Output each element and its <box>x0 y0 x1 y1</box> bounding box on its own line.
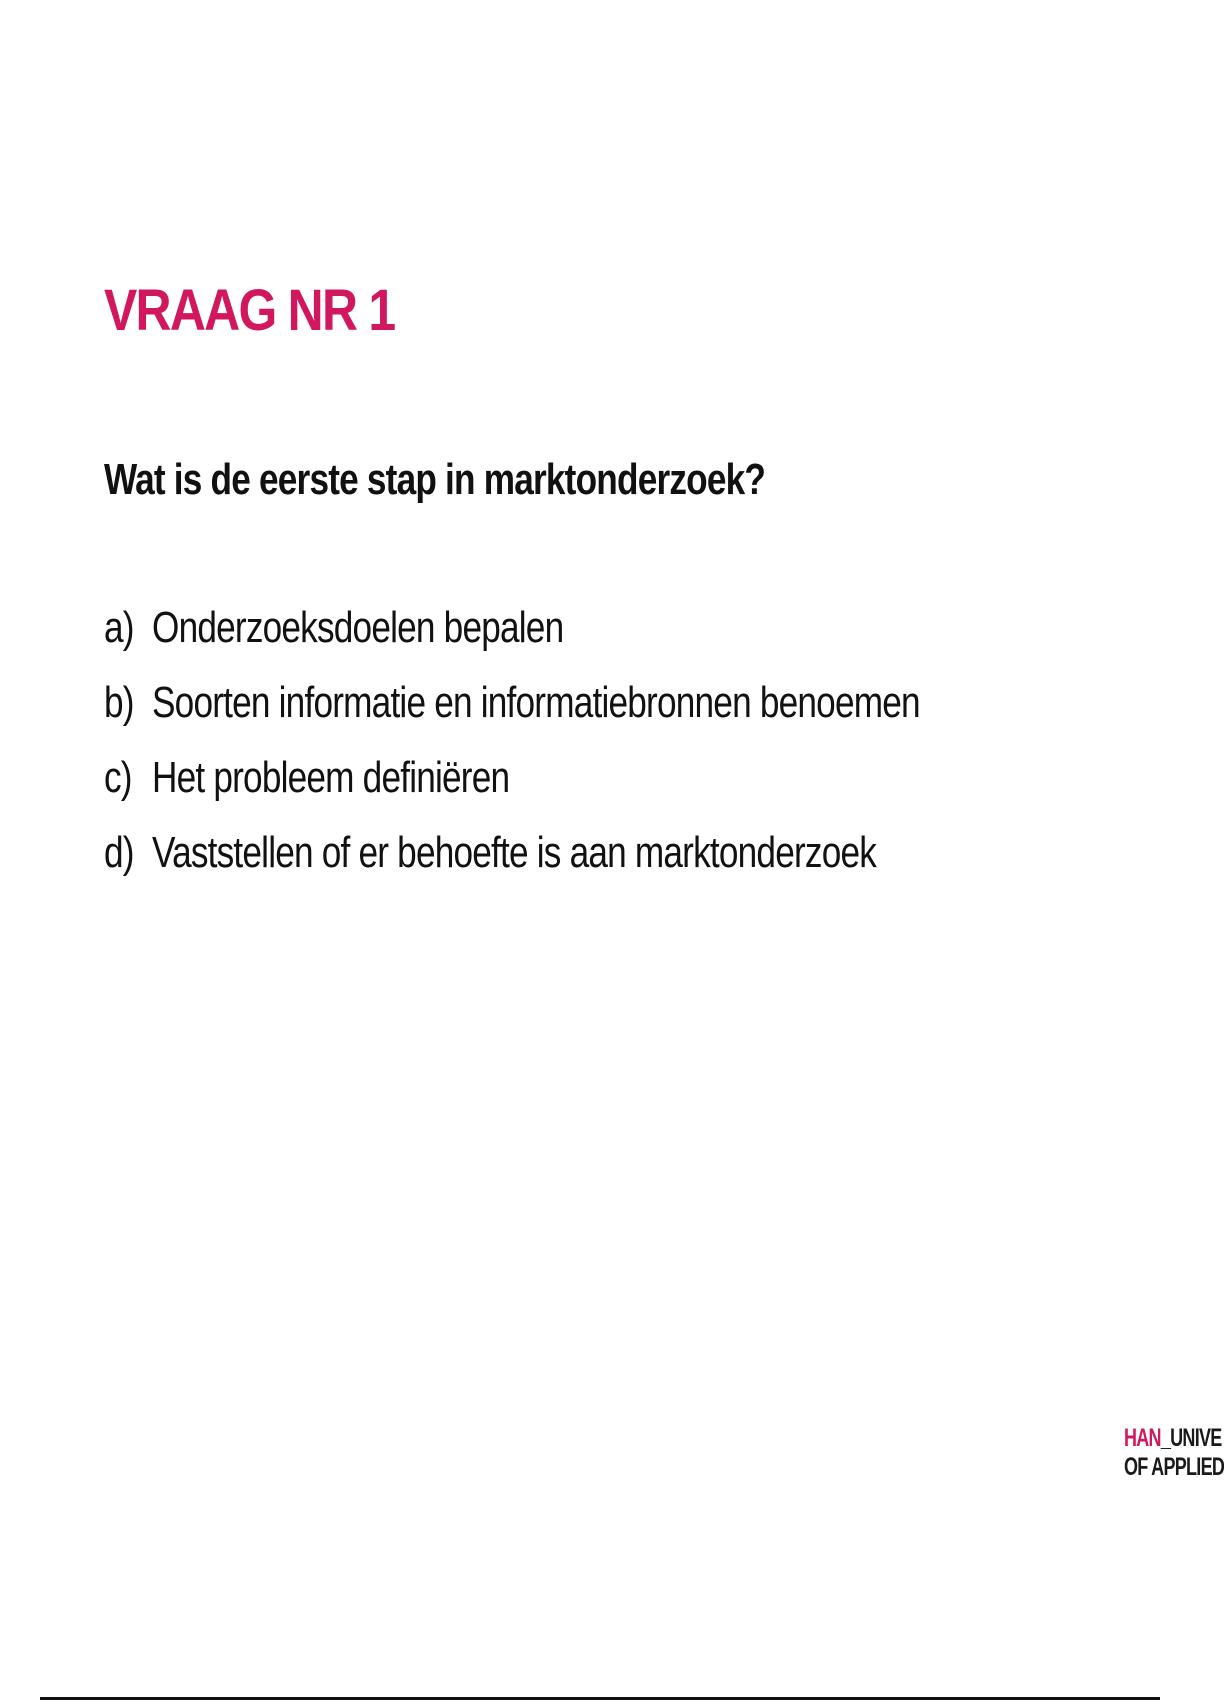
option-letter: d) <box>104 828 134 877</box>
answer-option-b <box>104 678 920 756</box>
answer-option-d <box>104 828 920 906</box>
answer-option-c <box>104 753 920 831</box>
option-text: Onderzoeksdoelen bepalen <box>152 603 564 652</box>
logo-line-2: OF APPLIED <box>1124 1452 1224 1481</box>
slide-title: VRAAG NR 1 <box>104 278 395 343</box>
option-letter: c) <box>104 753 132 802</box>
logo-brand: HAN <box>1124 1424 1161 1452</box>
option-letter: b) <box>104 678 134 727</box>
logo-university-text: UNIVE <box>1170 1424 1222 1452</box>
option-text: Vaststellen of er behoefte is aan marktonderzoek <box>152 828 877 877</box>
option-letter: a) <box>104 603 134 652</box>
logo-line-1 <box>1124 1424 1222 1453</box>
option-text: Het probleem definiëren <box>152 753 510 802</box>
answer-options-list <box>104 603 920 906</box>
option-text: Soorten informatie en informatiebronnen benoemen <box>152 678 920 727</box>
answer-option-a <box>104 603 920 681</box>
question-text: Wat is de eerste stap in marktonderzoek? <box>104 455 766 504</box>
logo-separator: _ <box>1160 1424 1171 1452</box>
han-logo <box>1124 1424 1224 1482</box>
